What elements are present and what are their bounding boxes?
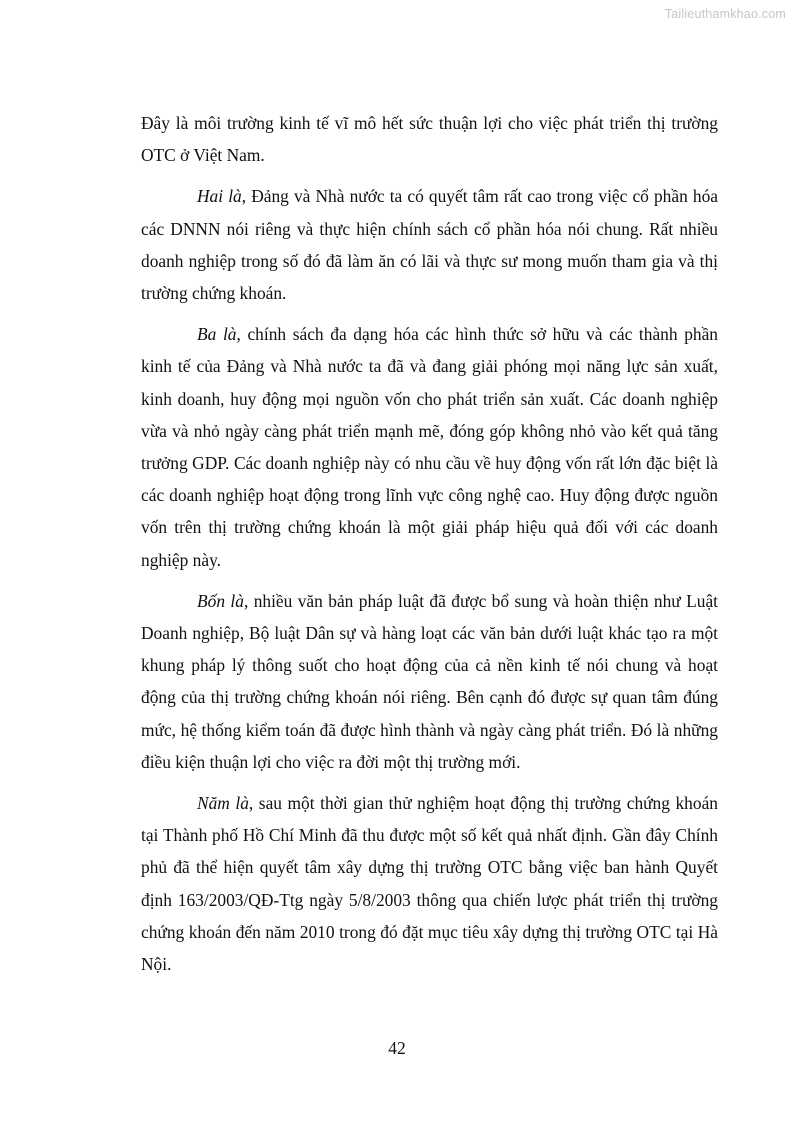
paragraph-text: , Đảng và Nhà nước ta có quyết tâm rất cao trong việc cổ phần hóa các DNNN nói riêng và thực hiện chính sách cổ phần hóa nói chung. Rất nhiều doanh nghiệp trong số đó đã làm ăn có lãi và thực sư mong muốn tham gia và thị trường chứng khoán. bbox=[141, 186, 718, 304]
paragraph-text: Đây là môi trường kinh tế vĩ mô hết sức thuận lợi cho việc phát triển thị trường OTC ở Việt Nam. bbox=[141, 113, 718, 166]
watermark: Tailieuthamkhao.com bbox=[664, 7, 786, 21]
paragraph-text: , nhiều văn bản pháp luật đã được bổ sung và hoàn thiện như Luật Doanh nghiệp, Bộ luật Dân sự và hàng loạt các văn bản dưới luật khác tạo ra một khung pháp lý thông suốt cho hoạt động của cả nền kinh tế nói chung và hoạt động của thị trường chứng khoán nói riêng. Bên cạnh đó được sự quan tâm đúng mức, hệ thống kiểm toán đã được hình thành và ngày càng phát triển. Đó là những điều kiện thuận lợi cho việc ra đời một thị trường mới. bbox=[141, 590, 719, 772]
paragraph-lead: Ba là bbox=[197, 324, 237, 345]
paragraph-continuation bbox=[141, 107, 718, 171]
paragraph-lead: Hai là bbox=[197, 186, 242, 207]
paragraph-ba-la bbox=[141, 318, 718, 576]
paragraph-lead: Bốn là bbox=[197, 590, 244, 611]
paragraph-text: , sau một thời gian thử nghiệm hoạt động thị trường chứng khoán tại Thành phố Hồ Chí Minh đã thu được một số kết quả nhất định. Gần đây Chính phủ đã thể hiện quyết tâm xây dựng thị trường OTC bằng việc ban hành Quyết định 163/2003/QĐ-Ttg ngày 5/8/2003 thông qua chiến lược phát triển thị trường chứng khoán đến năm 2010 trong đó đặt mục tiêu xây dựng thị trường OTC tại Hà Nội. bbox=[141, 793, 718, 975]
page-number: 42 bbox=[388, 1038, 406, 1058]
paragraph-nam-la bbox=[141, 787, 718, 980]
paragraph-text: , chính sách đa dạng hóa các hình thức sở hữu và các thành phần kinh tế của Đảng và Nhà nước ta đã và đang giải phóng mọi năng lực sản xuất, kinh doanh, huy động mọi nguồn vốn cho phát triển sản xuất. Các doanh nghiệp vừa và nhỏ ngày càng phát triển mạnh mẽ, đóng góp không nhỏ vào kết quả tăng trưởng GDP. Các doanh nghiệp này có nhu cầu về huy động vốn rất lớn đặc biệt là các doanh nghiệp hoạt động trong lĩnh vực công nghệ cao. Huy động được nguồn vốn trên thị trường chứng khoán là một giải pháp hiệu quả đối với các doanh nghiệp này. bbox=[141, 324, 718, 570]
paragraph-bon-la bbox=[141, 585, 718, 778]
body-text bbox=[141, 107, 718, 989]
paragraph-hai-la bbox=[141, 180, 718, 309]
paragraph-lead: Năm là bbox=[197, 793, 249, 814]
